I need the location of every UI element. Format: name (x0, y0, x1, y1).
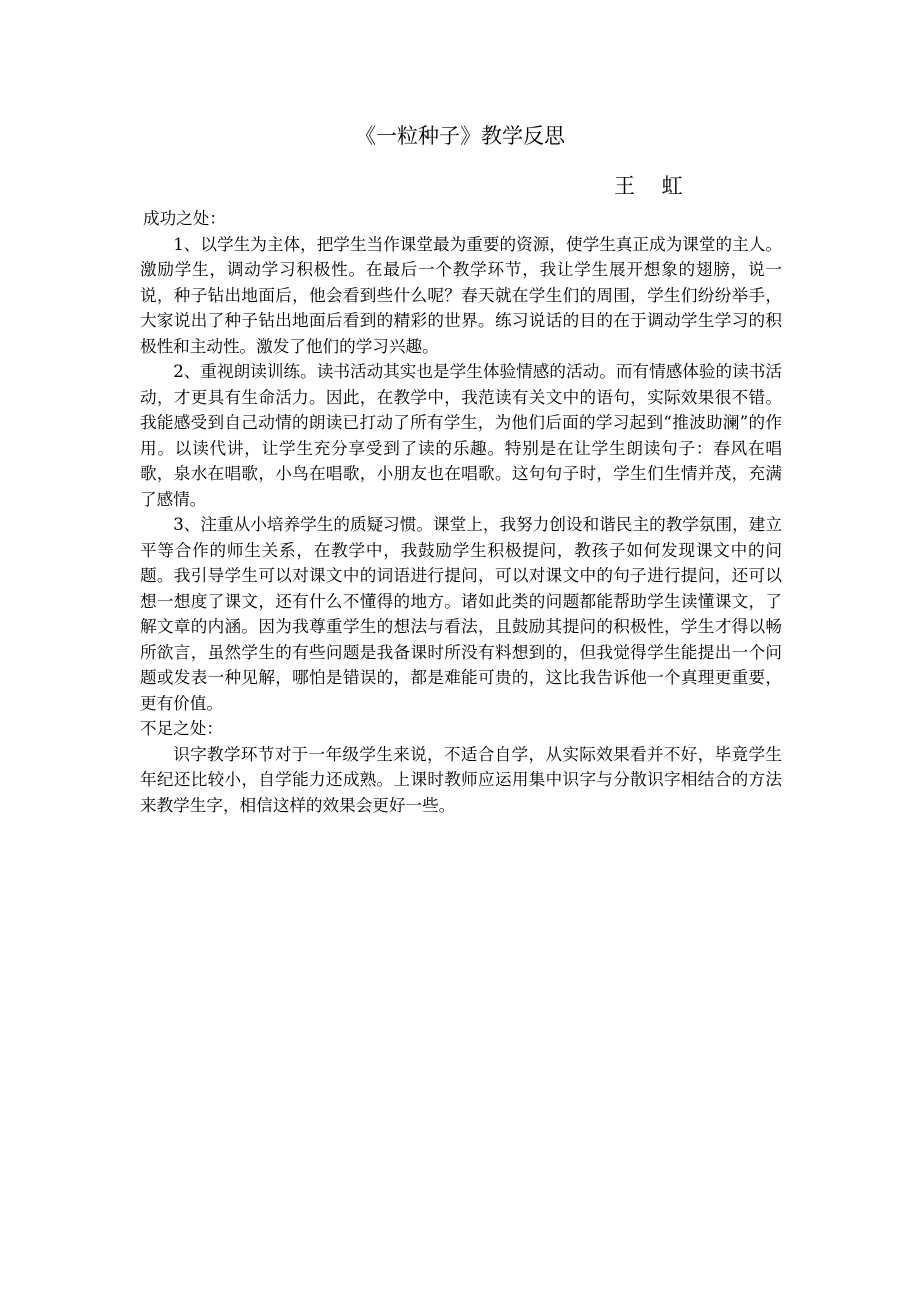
paragraph: 1、以学生为主体，把学生当作课堂最为重要的资源，使学生真正成为课堂的主人。激励学生，调动学习积极性。在最后一个教学环节，我让学生展开想象的翅膀，说一说，种子钻出地面后，他会看到些什么呢？春天就在学生们的周围，学生们纷纷举手，大家说出了种子钻出地面后看到的精彩的世界。练习说话的目的在于调动学生学习的积极性和主动性。激发了他们的学习兴趣。 (140, 234, 782, 356)
paragraph: 3、注重从小培养学生的质疑习惯。课堂上，我努力创设和谐民主的教学氛围，建立平等合作的师生关系，在教学中，我鼓励学生积极提问，教孩子如何发现课文中的问题。我引导学生可以对课文中的词语进行提问，可以对课文中的句子进行提问，还可以想一想度了课文，还有什么不懂得的地方。诸如此类的问题都能帮助学生读懂课文，了解文章的内涵。因为我尊重学生的想法与看法，且鼓励其提问的积极性，学生才得以畅所欲言，虽然学生的有些问题是我备课时所没有料想到的，但我觉得学生能提出一个问题或发表一种见解，哪怕是错误的，都是难能可贵的，这比我告诉他一个真理更重要，更有价值。 (140, 515, 782, 713)
author-name: 王 虹 (614, 174, 693, 198)
document-title: 《一粒种子》教学反思 (355, 124, 565, 148)
paragraph: 2、重视朗读训练。读书活动其实也是学生体验情感的活动。而有情感体验的读书活动，才更具有生命活力。因此，在教学中，我范读有关文中的语句，实际效果很不错。我能感受到自己动情的朗读已打动了所有学生，为他们后面的学习起到“推波助澜”的作用。以读代讲，让学生充分享受到了读的乐趣。特别是在让学生朗读句子：春风在唱歌，泉水在唱歌，小鸟在唱歌，小朋友也在唱歌。这句句子时，学生们生情并茂，充满了感情。 (140, 362, 782, 509)
paragraph: 识字教学环节对于一年级学生来说，不适合自学，从实际效果看并不好，毕竟学生年纪还比较小，自学能力还成熟。上课时教师应运用集中识字与分散识字相结合的方法来教学生字，相信这样的效果会更好一些。 (140, 744, 782, 815)
document-body (140, 206, 782, 818)
section-heading-success: 成功之处： (143, 209, 226, 228)
section-heading-shortcoming: 不足之处： (140, 719, 223, 738)
